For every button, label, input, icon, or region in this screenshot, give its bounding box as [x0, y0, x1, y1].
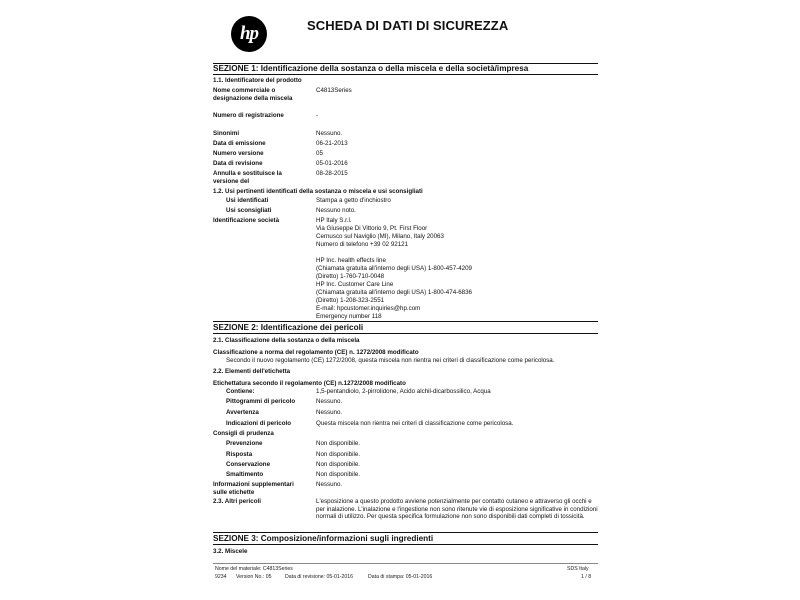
- section1-title: SEZIONE 1: Identificazione della sostanza o della miscela e della società/impresa: [213, 64, 529, 73]
- company-line: (Chiamata gratuita all'interno degli USA) 1-800-457-4209: [316, 265, 472, 272]
- section-divider: [213, 321, 598, 322]
- field-value-issue-date: 06-21-2013: [316, 140, 348, 147]
- field-label-registration: Numero di registrazione: [213, 112, 284, 119]
- company-line: (Chiamata gratuita all'interno degli USA) 1-800-474-6836: [316, 289, 472, 296]
- hp-logo: hp: [231, 16, 267, 52]
- field-value-trade-name: C4813Series: [316, 87, 352, 94]
- section2-title: SEZIONE 2: Identificazione dei pericoli: [213, 323, 364, 332]
- field-value-advised-against: Nessuno noto.: [316, 207, 356, 214]
- field-value-contains: 1,5-pentandiolo, 2-pirrolidone, Acido alchil-dicarbossilico, Acqua: [316, 388, 491, 395]
- field-label-other-hazards: 2.3. Altri pericoli: [213, 498, 261, 505]
- field-value-disposal: Non disponibile.: [316, 471, 361, 478]
- footer-version: Version No.: 05: [236, 574, 272, 580]
- section2-sub1: 2.1. Classificazione della sostanza o della miscela: [213, 337, 360, 344]
- field-value-identified-uses: Stampa a getto d'inchiostro: [316, 197, 391, 204]
- field-value-response: Non disponibile.: [316, 451, 361, 458]
- field-label-storage: Conservazione: [226, 461, 271, 468]
- footer-revision-date: Data di revisione: 05-01-2016: [285, 574, 354, 580]
- field-label-company: Identificazione società: [213, 217, 280, 224]
- field-label-contains: Contiene:: [226, 388, 255, 395]
- prudence-heading: Consigli di prudenza: [213, 430, 274, 437]
- footer-doc-code: 9234: [215, 574, 227, 580]
- field-value-other-hazards: L'esposizione a questo prodotto avviene potenzialmente per contatto cutaneo e attraverso gli occhi e per inalazione. L'inalazione e l'ingestione non sono ritenute vie di esposizione significative in condizioni normali di utilizzo. Per questa specifica formulazione non sono disponibili dati completi di tossicità.: [316, 498, 598, 521]
- field-label-response: Risposta: [226, 451, 253, 458]
- footer-page-number: 1 / 8: [581, 574, 592, 580]
- section1-sub2: 1.2. Usi pertinenti identificati della sostanza o miscela e usi sconsigliati: [213, 188, 423, 195]
- field-label-signal-word: Avvertenza: [226, 409, 259, 416]
- field-value-storage: Non disponibile.: [316, 461, 361, 468]
- section3-title: SEZIONE 3: Composizione/informazioni sugli ingredienti: [213, 534, 434, 543]
- field-label-pictograms: Pittogrammi di pericolo: [226, 398, 296, 405]
- field-label-trade-name: Nome commerciale o designazione della miscela: [213, 87, 293, 102]
- field-value-signal-word: Nessuno.: [316, 409, 343, 416]
- field-value-hazard-statements: Questa miscela non rientra nei criteri di classificazione come pericolosa.: [316, 420, 514, 427]
- company-line: Emergency number 118: [316, 313, 382, 320]
- section1-sub1: 1.1. Identificatore del prodotto: [213, 77, 302, 84]
- footer-material-name: Nome del materiale: C4813Series: [215, 566, 293, 572]
- company-line: Numero di telefono +39 02 92121: [316, 241, 409, 248]
- field-label-revision-date: Data di revisione: [213, 160, 263, 167]
- section-divider: [213, 532, 598, 533]
- company-line: HP Inc. Customer Care Line: [316, 281, 394, 288]
- footer-print-date: Data di stampa: 05-01-2016: [368, 574, 433, 580]
- field-value-version: 05: [316, 150, 323, 157]
- section-divider: [213, 74, 598, 75]
- field-value-supersedes: 08-28-2015: [316, 170, 348, 177]
- field-label-supersedes: Annulla e sostituisce la versione del: [213, 170, 282, 185]
- field-label-hazard-statements: Indicazioni di pericolo: [226, 420, 291, 427]
- field-label-identified-uses: Usi identificati: [226, 197, 269, 204]
- field-label-prevention: Prevenzione: [226, 440, 263, 447]
- field-value-synonyms: Nessuno.: [316, 130, 343, 137]
- field-value-registration: -: [316, 112, 319, 119]
- field-value-supplementary: Nessuno.: [316, 481, 343, 488]
- section-divider: [213, 333, 598, 334]
- field-label-disposal: Smaltimento: [226, 471, 264, 478]
- company-line: (Diretto) 1-760-710-0048: [316, 273, 385, 280]
- section3-sub1: 3.2. Miscele: [213, 548, 248, 555]
- classification-text: Secondo il nuovo regolamento (CE) 1272/2008, questa miscela non rientra nei criteri di classificazione come pericolosa.: [226, 357, 555, 364]
- classification-heading: Classificazione a norma del regolamento (CE) n. 1272/2008 modificato: [213, 349, 419, 356]
- field-label-version: Numero versione: [213, 150, 264, 157]
- field-value-revision-date: 05-01-2016: [316, 160, 348, 167]
- field-label-supplementary: Informazioni supplementari sulle etichette: [213, 481, 294, 496]
- footer-sds-region: SDS Italy: [567, 566, 589, 572]
- labelling-heading: Etichettatura secondo il regolamento (CE) n.1272/2008 modificato: [213, 380, 406, 387]
- field-label-synonyms: Sinonimi: [213, 130, 240, 137]
- company-line: HP Inc. health effects line: [316, 257, 386, 264]
- field-value-prevention: Non disponibile.: [316, 440, 361, 447]
- section-divider: [213, 544, 598, 545]
- document-title: SCHEDA DI DATI DI SICUREZZA: [307, 18, 509, 33]
- company-line: Cernusco sul Naviglio (MI), Milano, Italy 20063: [316, 233, 444, 240]
- section2-sub2: 2.2. Elementi dell'etichetta: [213, 368, 291, 375]
- company-line: HP Italy S.r.l.: [316, 217, 352, 224]
- company-email: E-mail: hpcustomer.inquiries@hp.com: [316, 305, 421, 312]
- company-line: (Diretto) 1-208-323-2551: [316, 297, 385, 304]
- footer-divider: [213, 563, 598, 564]
- field-label-advised-against: Usi sconsigliati: [226, 207, 272, 214]
- field-value-pictograms: Nessuno.: [316, 398, 343, 405]
- field-label-issue-date: Data di emissione: [213, 140, 266, 147]
- company-line: Via Giuseppe Di Vittorio 9, Pt. First Floor: [316, 225, 428, 232]
